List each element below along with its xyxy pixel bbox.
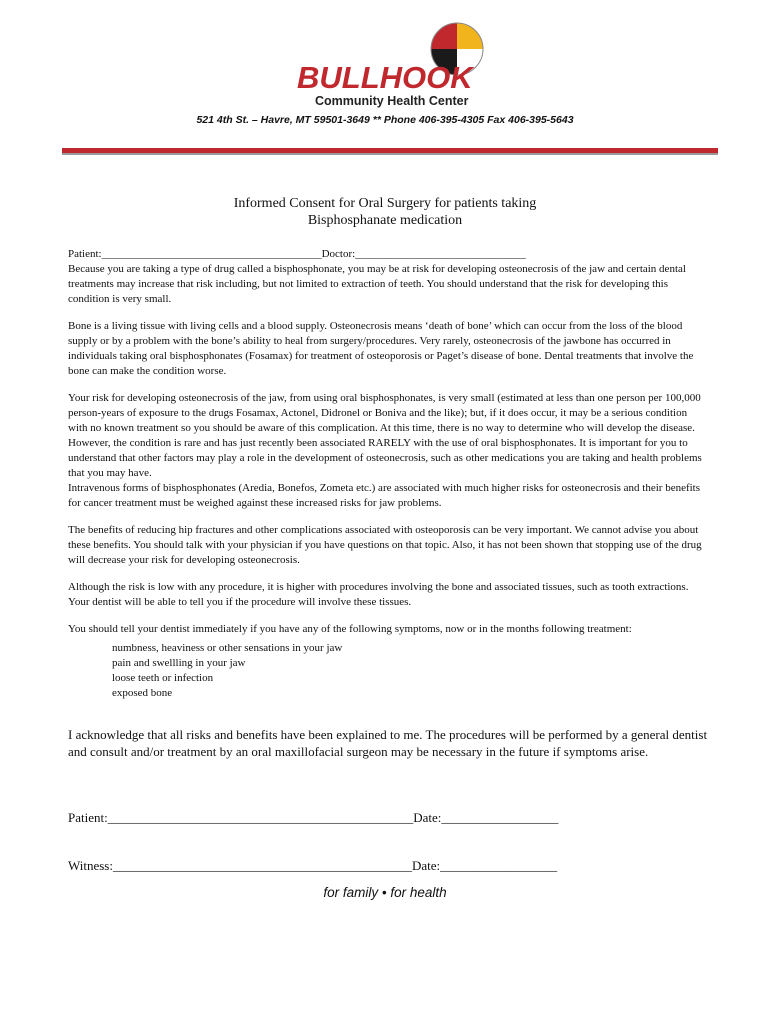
patient-signature-line[interactable]: Patient:_______________________________________________Date:__________________ [68, 810, 559, 825]
paragraph-symptoms-intro: You should tell your dentist immediately if you have any of the following symptoms, now or in the months following treatment: [68, 623, 632, 635]
consent-body [68, 247, 708, 701]
paragraph-bone-tissue: Bone is a living tissue with living cells and a blood supply. Osteonecrosis means ‘death of bone’ which can occur from the loss of the blood supply or by a problem with the bone’s ability to heal from surgery/procedures. Very rarely, osteonecrosis of the jawbone has occurred in individuals taking oral bisphosphonates (Fosamax) for treatment of osteoporosis or Paget’s disease of bone. Dental treatments that involve the bone can make the condition worse. [68, 320, 694, 377]
brand-name: BULLHOOK [297, 60, 473, 95]
document-title [0, 195, 770, 229]
paragraph-intravenous: Intravenous forms of bisphosphonates (Aredia, Bonefos, Zometa etc.) are associated with much higher risks for osteonecrosis and their benefits for cancer treatment must be weighed against these increased risks for jaw problems. [68, 482, 701, 509]
paragraph-risk-intro: Because you are taking a type of drug called a bisphosphonate, you may be at risk for developing osteonecrosis of the jaw and certain dental treatments may increase that risk including, but not limited to extraction of teeth. You should understand that the risk for developing this condition is very small. [68, 263, 686, 305]
header-divider-gray [62, 153, 718, 155]
acknowledgement-statement: I acknowledge that all risks and benefits have been explained to me. The procedures will be performed by a general dentist and consult and/or treatment by an oral maxillofacial surgeon may be necessary in the future if symptoms arise. [68, 727, 708, 759]
paragraph-benefits: The benefits of reducing hip fractures and other complications associated with osteoporosis can be very important. We cannot advise you about these benefits. You should talk with your physician if you have questions on that topic. Also, it has not been shown that stopping use of the drug will decrease your risk for developing osteonecrosis. [68, 524, 702, 566]
footer-tagline: for family • for health [323, 885, 447, 900]
brand-subtitle: Community Health Center [315, 94, 469, 108]
bullhook-logo [295, 22, 495, 108]
list-item: pain and swellling in your jaw [112, 657, 246, 669]
list-item: loose teeth or infection [112, 672, 214, 684]
patient-doctor-line: Patient:________________________________________Doctor:_______________________________ [68, 248, 526, 260]
paragraph-procedure-risk: Although the risk is low with any procedure, it is higher with procedures involving the bone and associated tissues, such as tooth extractions. Your dentist will be able to tell you if the procedure will involve these tissues. [68, 581, 689, 608]
paragraph-risk-detail: Your risk for developing osteonecrosis of the jaw, from using oral bisphosphonates, is very small (estimated at less than one person per 100,000 person-years of exposure to the drugs Fosamax, Actonel, Didronel or Boniva and the like); but, if it does occur, it may be a serious condition with no known treatment so you should be aware of this complication. At this time, there is no way to determine who will develop the disease. However, the condition is rare and has just recently been associated RARELY with the use of oral bisphosphonates. It is important for you to understand that other factors may play a role in the development of osteonecrosis, such as other medications you are taking and health problems that you may have. [68, 392, 702, 479]
title-line-2: Bisphosphanate medication [307, 213, 463, 228]
witness-signature-line[interactable]: Witness:______________________________________________Date:__________________ [68, 858, 558, 873]
list-item: numbness, heaviness or other sensations in your jaw [112, 642, 343, 654]
address-line: 521 4th St. – Havre, MT 59501-3649 ** Phone 406-395-4305 Fax 406-395-5643 [196, 114, 574, 126]
title-line-1: Informed Consent for Oral Surgery for patients taking [233, 196, 537, 211]
symptom-list [112, 641, 708, 701]
list-item: exposed bone [112, 687, 173, 699]
